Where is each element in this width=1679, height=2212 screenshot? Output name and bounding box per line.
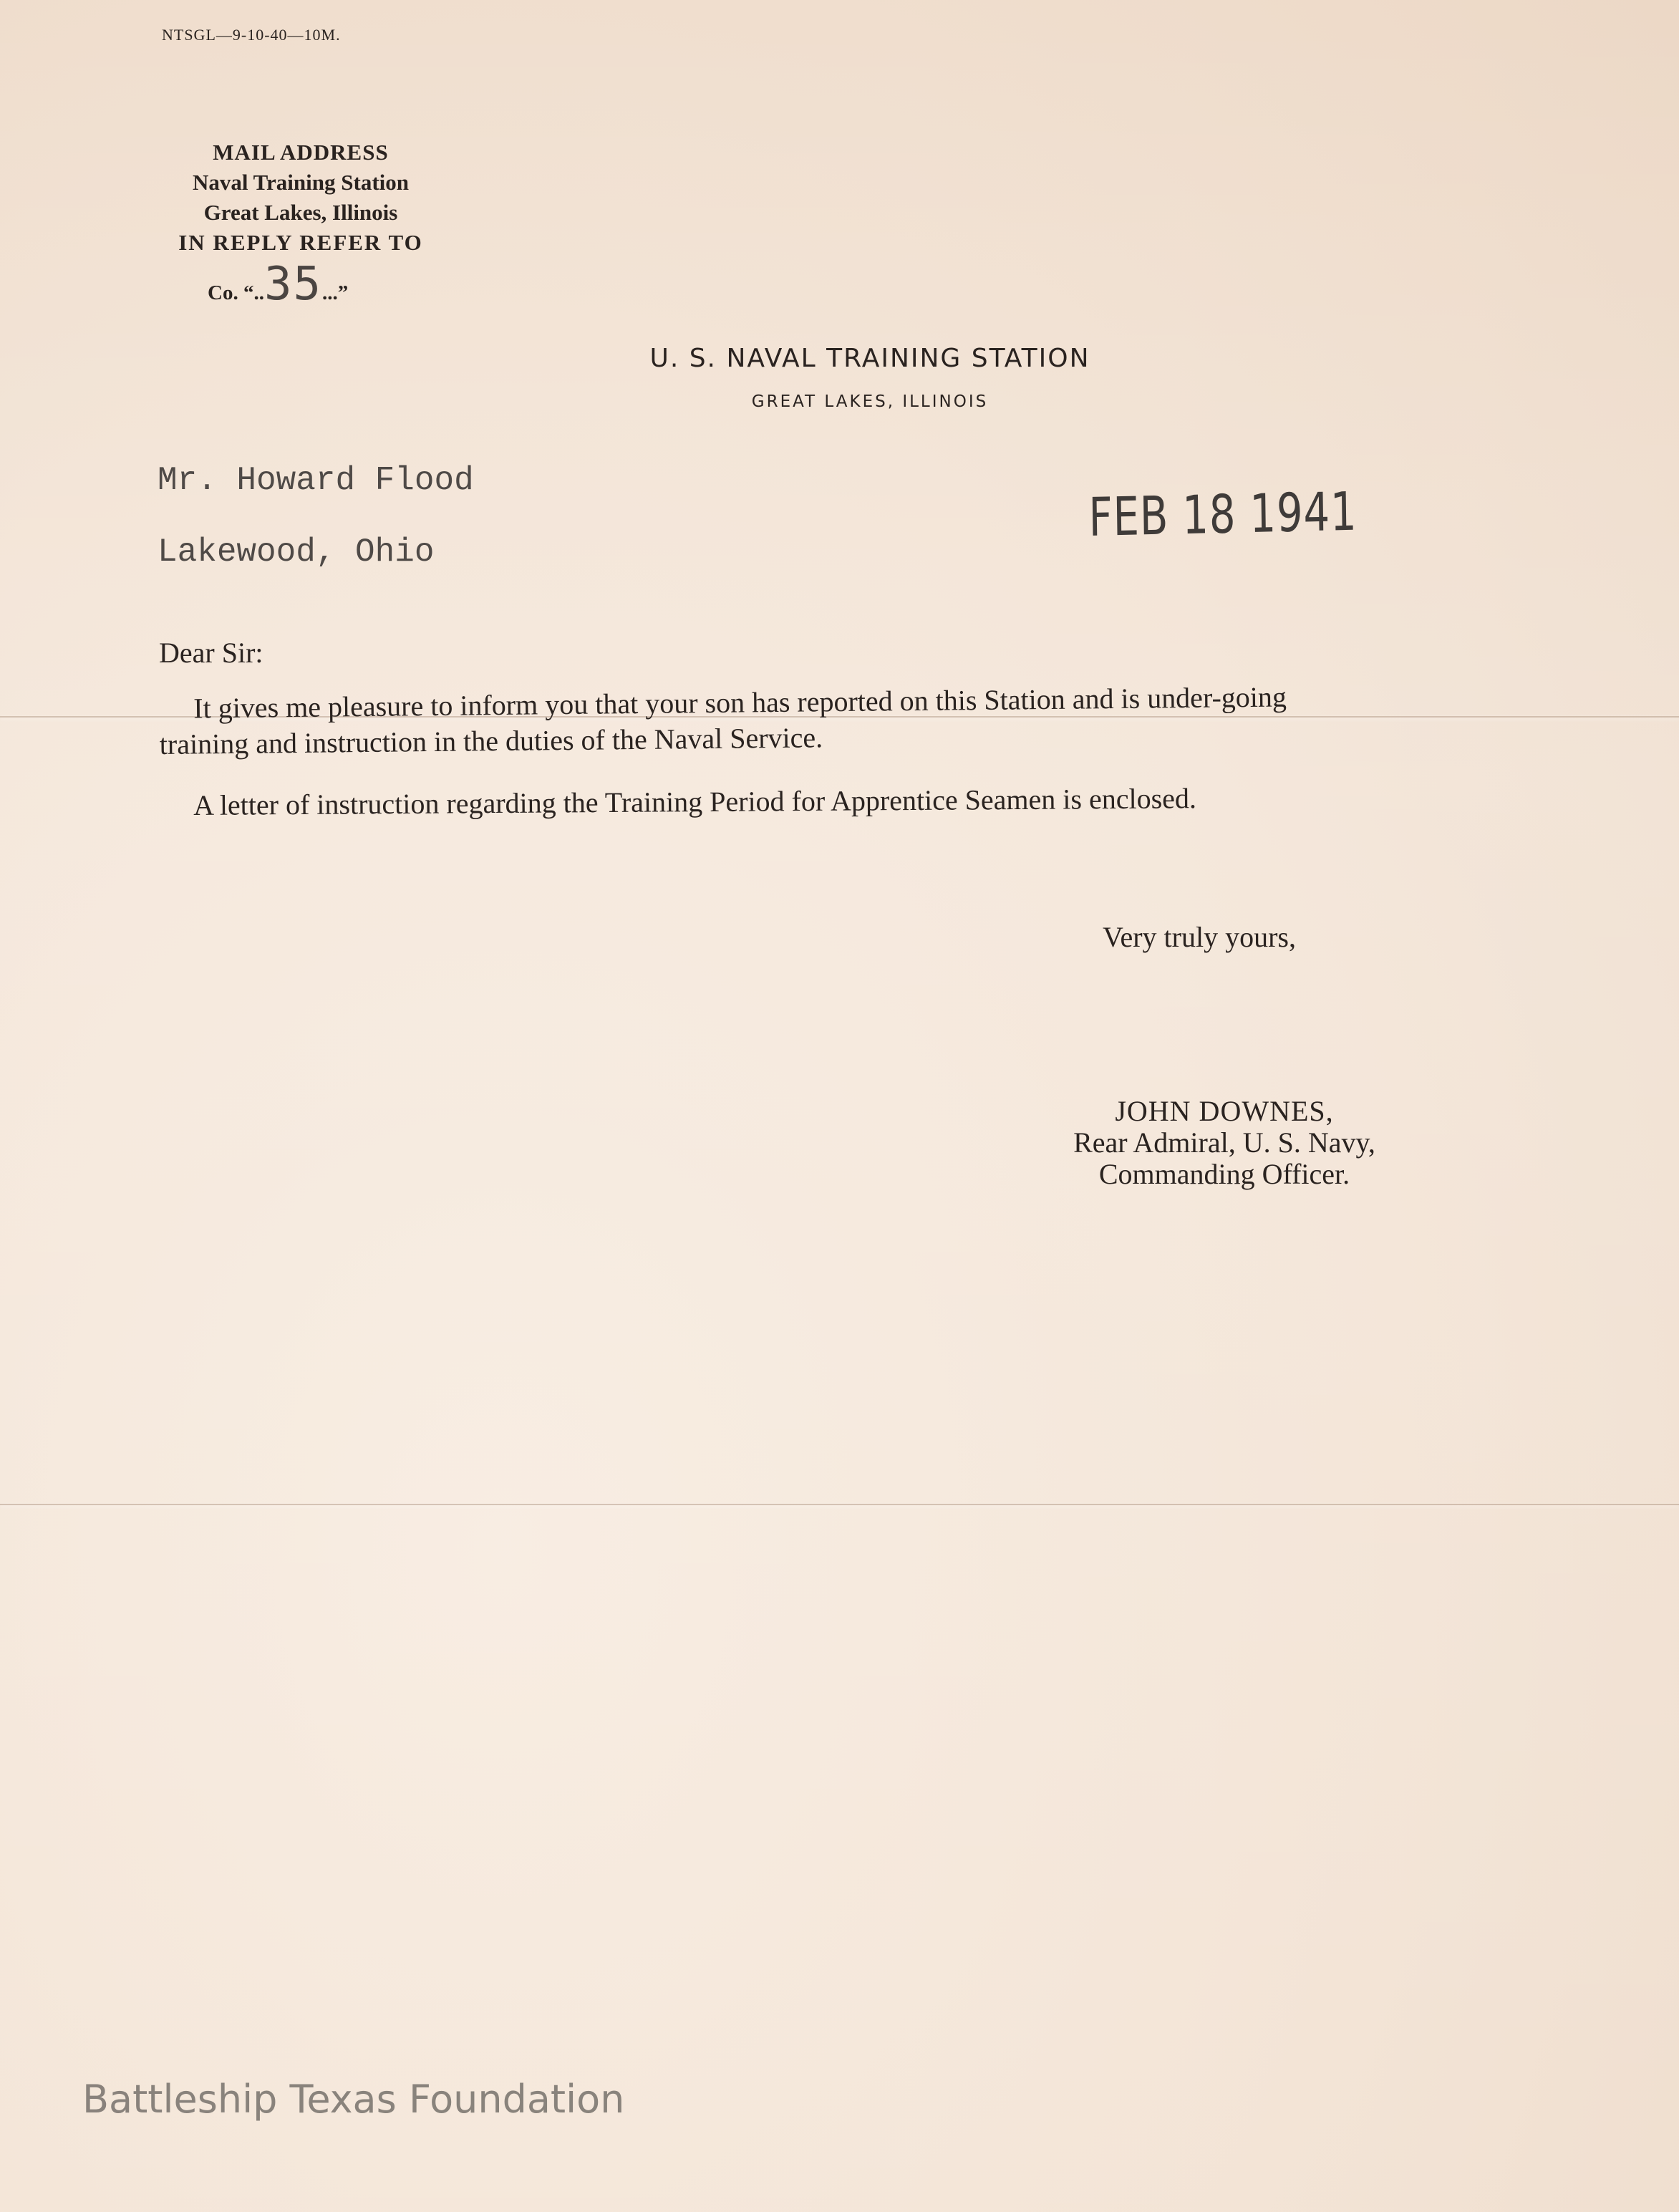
body-paragraph-1 [159,680,1287,763]
company-number: 35 [263,258,323,311]
company-prefix: Co. “.. [208,281,264,304]
mail-address-heading: MAIL ADDRESS [213,140,389,165]
recipient-name: Mr. Howard Flood [158,462,474,499]
watermark: Battleship Texas Foundation [82,2077,625,2122]
signatory-rank: Rear Admiral, U. S. Navy, [1073,1126,1375,1159]
mail-address-line1: Naval Training Station [192,170,410,195]
reply-refer-line: IN REPLY REFER TO [178,230,423,255]
body-paragraph-2: A letter of instruction regarding the Training Period for Apprentice Seamen is enclosed. [193,782,1197,821]
recipient-city: Lakewood, Ohio [158,533,435,571]
paragraph-1-line-2: training and instruction in the duties of the Naval Service. [159,721,823,760]
signature-block [988,1096,1461,1190]
form-code: NTSGL—9-10-40—10M. [162,26,341,44]
signatory-title: Commanding Officer. [1098,1158,1350,1190]
station-title: U. S. NAVAL TRAINING STATION [649,344,1090,373]
mail-address-block [143,137,458,258]
date-stamp: FEB 18 1941 [1088,480,1358,549]
paragraph-1-line-1: It gives me pleasure to inform you that your son has reported on this Station and is under-going [193,680,1287,725]
salutation: Dear Sir: [159,637,263,669]
station-location: GREAT LAKES, ILLINOIS [751,392,989,411]
closing: Very truly yours, [1103,921,1296,953]
company-suffix: ...” [322,281,349,304]
mail-address-line2: Great Lakes, Illinois [203,200,398,225]
signatory-name: JOHN DOWNES, [1115,1095,1334,1127]
company-reference [208,258,348,311]
paper-fold-line [0,1504,1679,1505]
